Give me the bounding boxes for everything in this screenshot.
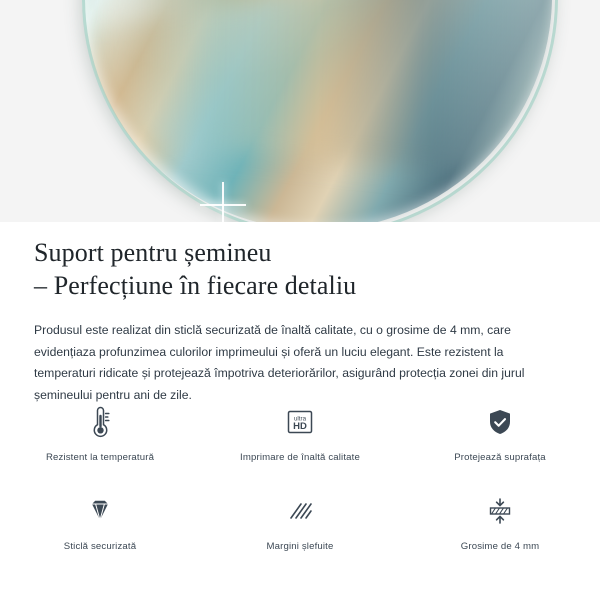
ultra-hd-icon bbox=[278, 400, 322, 444]
feature-label: Rezistent la temperatură bbox=[45, 452, 155, 463]
feature-label: Imprimare de înaltă calitate bbox=[240, 452, 360, 463]
feature-label: Grosime de 4 mm bbox=[460, 541, 540, 552]
page-title-line-2: – Perfecțiune în fiecare detaliu bbox=[34, 271, 357, 300]
svg-text:ultra: ultra bbox=[293, 415, 307, 423]
svg-text:HD: HD bbox=[293, 421, 307, 432]
description-paragraph: Produsul este realizat din sticlă securizată de înaltă calitate, cu o grosime de 4 mm, care evidențiaza profunzimea culorilor imprimeului și oferă un luciu elegant. Este rezistent la temperaturi ridicate și protejează împotriva deteriorărilor, asigurând protecția zonei din jurul șemineului pentru ani de zile. bbox=[34, 323, 525, 402]
hero-product-image bbox=[0, 0, 600, 222]
diamond-icon bbox=[78, 489, 122, 533]
polished-edges-icon bbox=[278, 489, 322, 533]
page-title-line-1: Suport pentru șemineu bbox=[34, 238, 272, 267]
feature-label: Sticlă securizată bbox=[63, 541, 137, 552]
feature-item-thickness bbox=[400, 489, 600, 552]
thickness-icon bbox=[478, 489, 522, 533]
feature-item-polished-edges bbox=[200, 489, 400, 552]
feature-item-tempered-glass bbox=[0, 489, 200, 552]
feature-label: Protejează suprafața bbox=[454, 452, 546, 463]
shield-check-icon bbox=[478, 400, 522, 444]
feature-label: Margini șlefuite bbox=[266, 541, 334, 552]
feature-item-print-quality bbox=[200, 400, 400, 463]
feature-item-surface-protection bbox=[400, 400, 600, 463]
page-title bbox=[0, 222, 600, 302]
feature-grid bbox=[0, 400, 600, 552]
thermometer-icon bbox=[78, 400, 122, 444]
text-content bbox=[0, 222, 600, 406]
feature-item-temperature bbox=[0, 400, 200, 463]
